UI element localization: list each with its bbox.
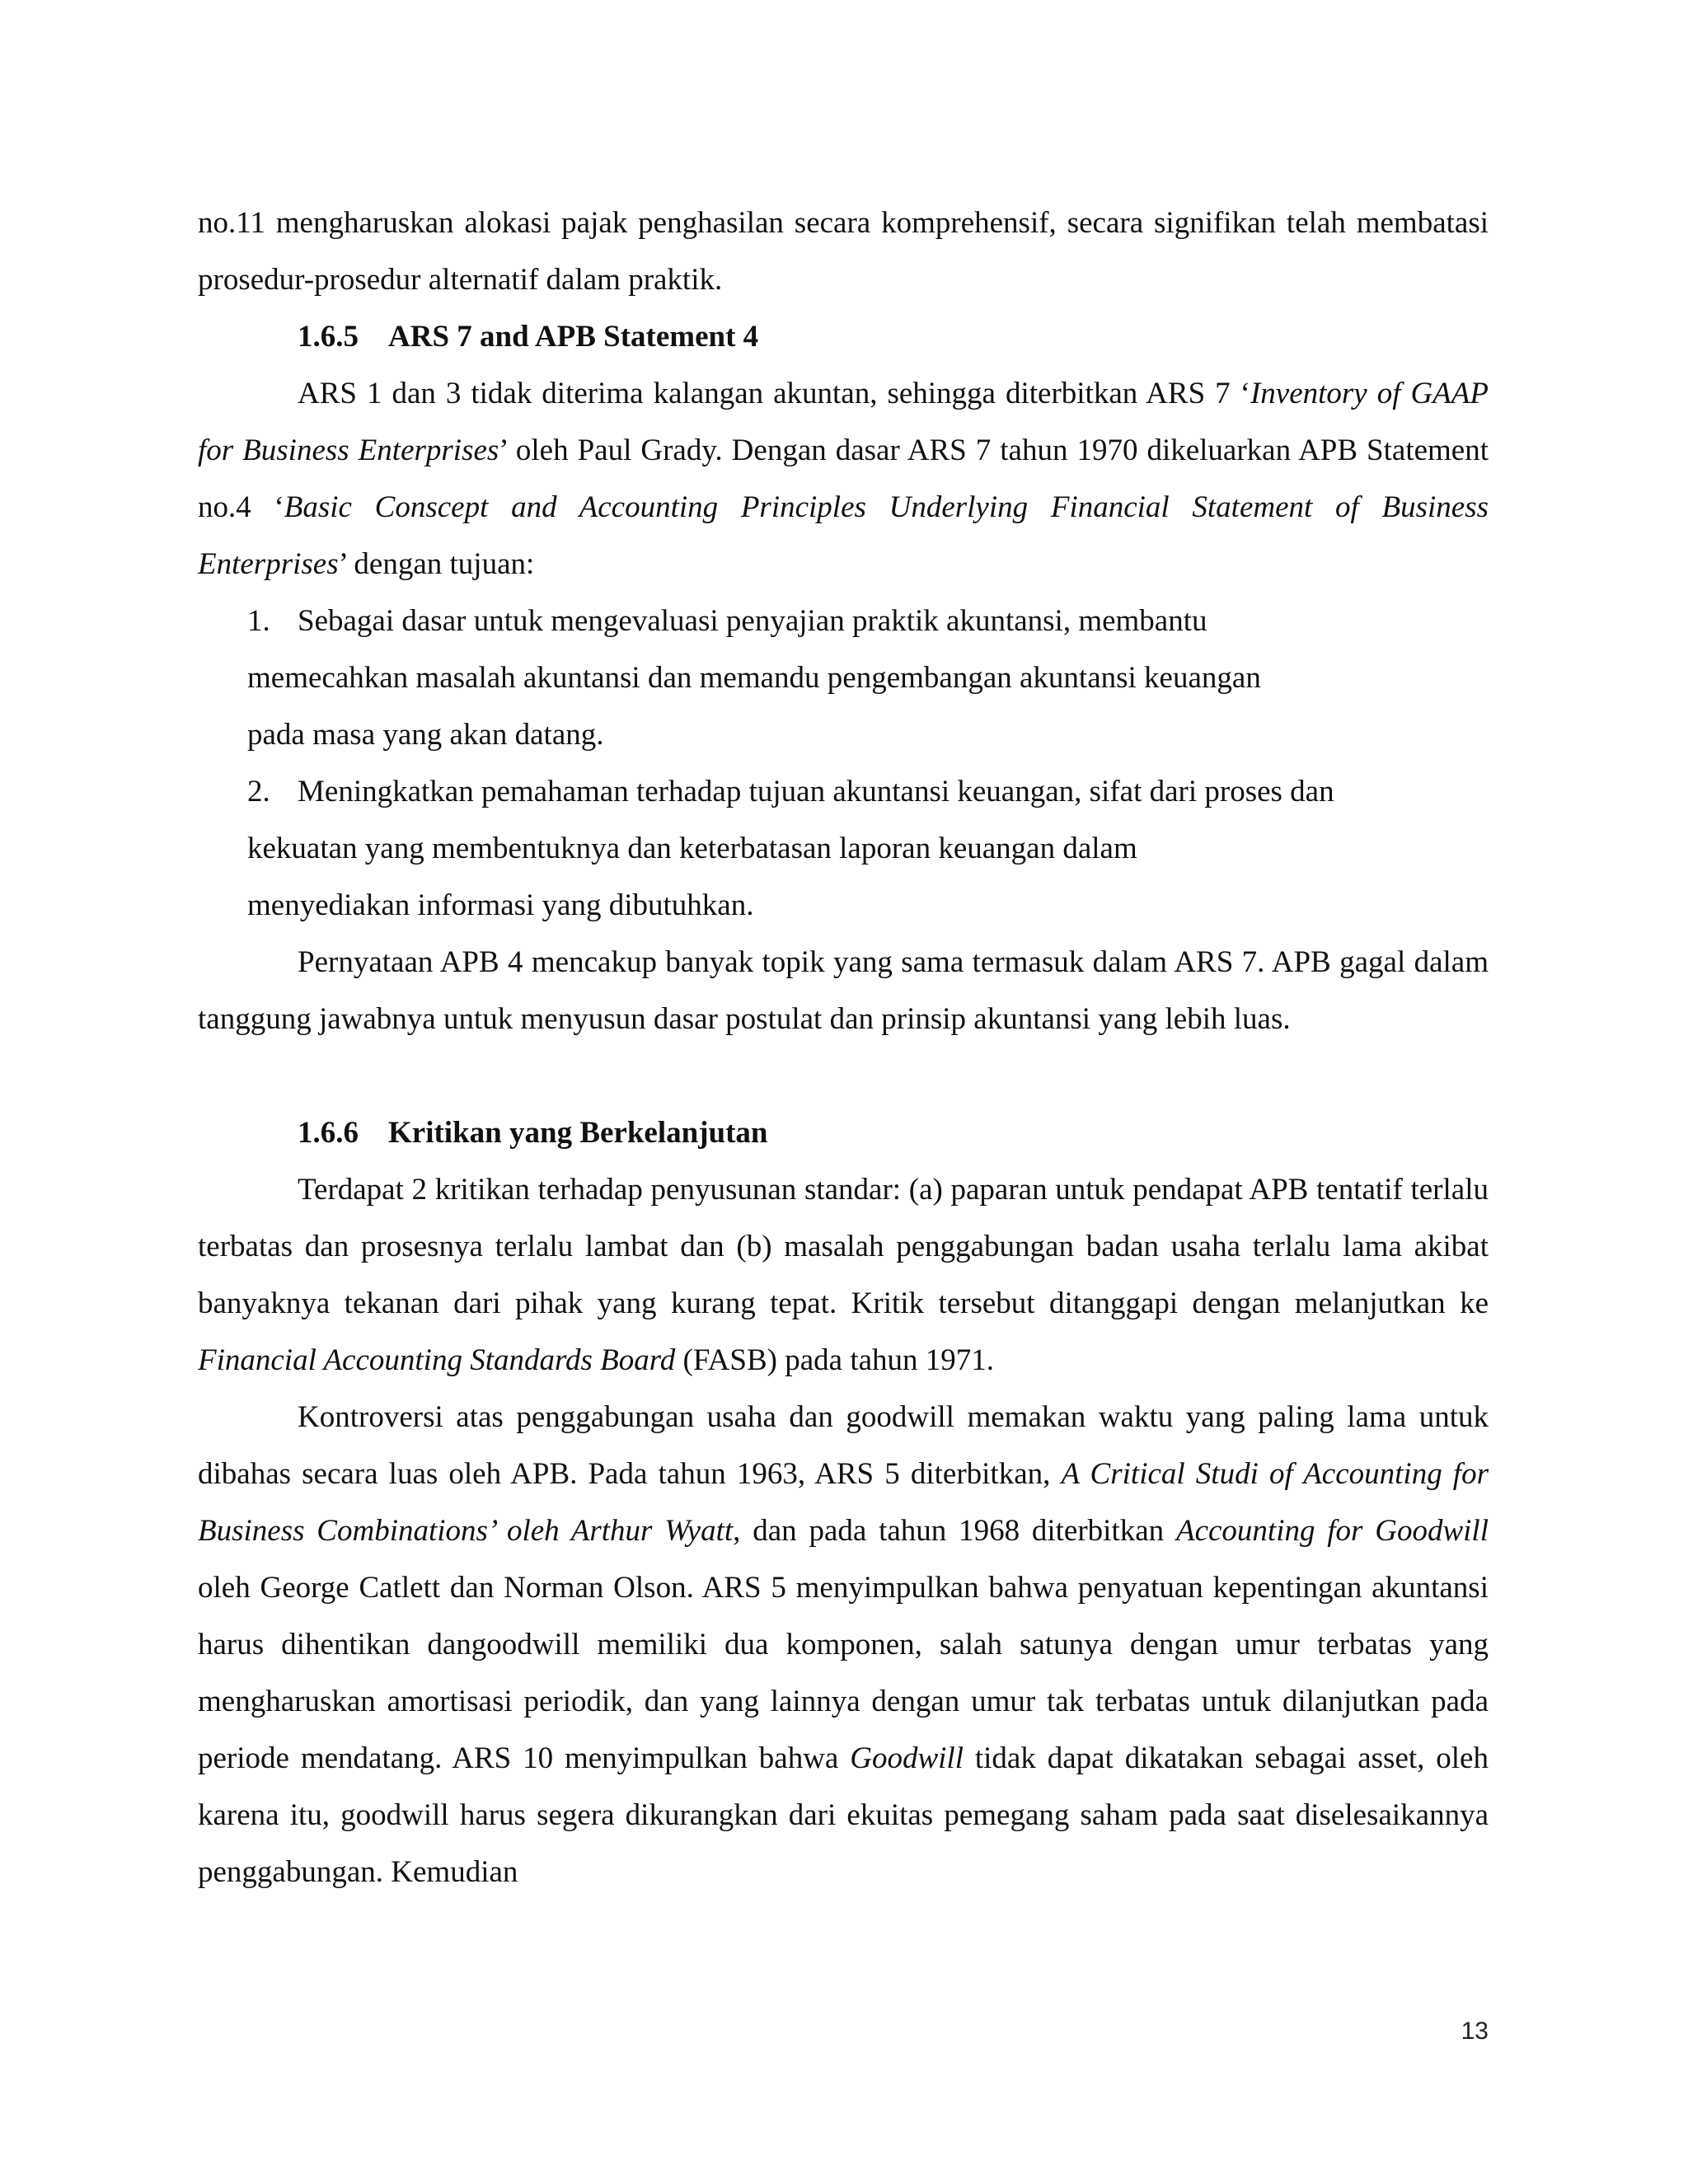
paragraph-ars7 [198, 365, 1489, 593]
paragraph-apb4 [198, 934, 1489, 1047]
paragraph-critiques [198, 1161, 1489, 1389]
text-run: oleh George Catlett dan Norman Olson. ARS 5 menyimpulkan bahwa penyatuan kepentingan akuntansi harus dihentikan dangoodwill memiliki dua komponen, salah satunya dengan umur terbatas yang mengharuskan amortisasi periodik, dan yang lainnya dengan umur tak terbatas untuk dilanjutkan pada periode mendatang. ARS 10 menyimpulkan bahwa [198, 1571, 1489, 1775]
text-run: tidak dapat dikatakan sebagai asset, oleh karena itu, goodwill harus segera dikurangkan dari ekuitas pemegang saham pada saat diselesaikannya penggabungan. Kemudian [198, 1741, 1489, 1889]
italic-title-inventory-gaap: Inventory of GAAP for Business Enterprises [198, 377, 1489, 467]
section-title: Kritikan yang Berkelanjutan [388, 1116, 768, 1150]
list-item-text: pada masa yang akan datang. [247, 718, 604, 752]
italic-title-basic-concepts: Basic Conscept and Accounting Principles Underlying Financial Statement of Business Enterprises [198, 490, 1489, 581]
paragraph-apb4-text: Pernyataan APB 4 mencakup banyak topik yang sama termasuk dalam ARS 7. APB gagal dalam tanggung jawabnya untuk menyusun dasar postulat dan prinsip akuntansi yang lebih luas. [198, 945, 1489, 1036]
list-item [198, 593, 1489, 763]
paragraph-intro-text: no.11 mengharuskan alokasi pajak penghasilan secara komprehensif, secara signifikan telah membatasi prosedur-prosedur alternatif dalam praktik. [198, 206, 1489, 297]
paragraph-goodwill [198, 1389, 1489, 1900]
text-run: (FASB) pada tahun 1971. [675, 1343, 995, 1377]
list-item-text: Sebagai dasar untuk mengevaluasi penyajian praktik akuntansi, membantu [298, 604, 1207, 638]
section-title: ARS 7 and APB Statement 4 [388, 320, 759, 354]
text-run: ’ oleh Paul Grady. Dengan dasar ARS 7 tahun 1970 dikeluarkan APB Statement no.4 ‘ [198, 434, 1489, 524]
text-run: Kontroversi atas penggabungan usaha dan goodwill memakan waktu yang paling lama untuk dibahas secara luas oleh APB. Pada tahun 1963, ARS 5 diterbitkan, [198, 1400, 1489, 1491]
list-item-text: menyediakan informasi yang dibutuhkan. [247, 888, 754, 922]
list-item-line [247, 593, 1489, 649]
section-number: 1.6.6 [298, 1116, 359, 1150]
italic-fasb: Financial Accounting Standards Board [198, 1343, 676, 1377]
italic-accounting-goodwill: Accounting for Goodwill [1175, 1514, 1489, 1548]
list-item-text: memecahkan masalah akuntansi dan memandu pengembangan akuntansi keuangan [247, 661, 1261, 695]
italic-goodwill: Goodwill [850, 1741, 964, 1775]
text-run: ’ dengan tujuan: [338, 547, 535, 581]
list-marker: 1. [247, 604, 270, 638]
section-heading-1-6-5 [198, 308, 1489, 365]
page-number: 13 [1461, 2018, 1489, 2045]
goals-list [198, 593, 1489, 934]
italic-critical-study: A Critical Studi of Accounting for Business Combinations’ oleh Arthur Wyatt [198, 1457, 1489, 1548]
section-number: 1.6.5 [298, 320, 359, 354]
paragraph-intro [198, 194, 1489, 308]
list-item-text: kekuatan yang membentuknya dan keterbatasan laporan keuangan dalam [247, 832, 1137, 865]
blank-line [198, 1047, 1489, 1104]
list-item-text: Meningkatkan pemahaman terhadap tujuan akuntansi keuangan, sifat dari proses dan [298, 775, 1334, 808]
document-body [198, 194, 1489, 1900]
section-heading-1-6-6 [198, 1104, 1489, 1161]
text-run: Terdapat 2 kritikan terhadap penyusunan standar: (a) paparan untuk pendapat APB tentatif terlalu terbatas dan prosesnya terlalu lambat dan (b) masalah penggabungan badan usaha terlalu lama akibat banyaknya tekanan dari pihak yang kurang tepat. Kritik tersebut ditanggapi dengan melanjutkan ke [198, 1173, 1489, 1320]
text-run: , dan pada tahun 1968 diterbitkan [733, 1514, 1176, 1548]
text-run: ARS 1 dan 3 tidak diterima kalangan akuntan, sehingga diterbitkan ARS 7 ‘ [298, 377, 1250, 410]
list-item-line [247, 763, 1489, 820]
list-item [198, 763, 1489, 934]
list-marker: 2. [247, 775, 270, 808]
